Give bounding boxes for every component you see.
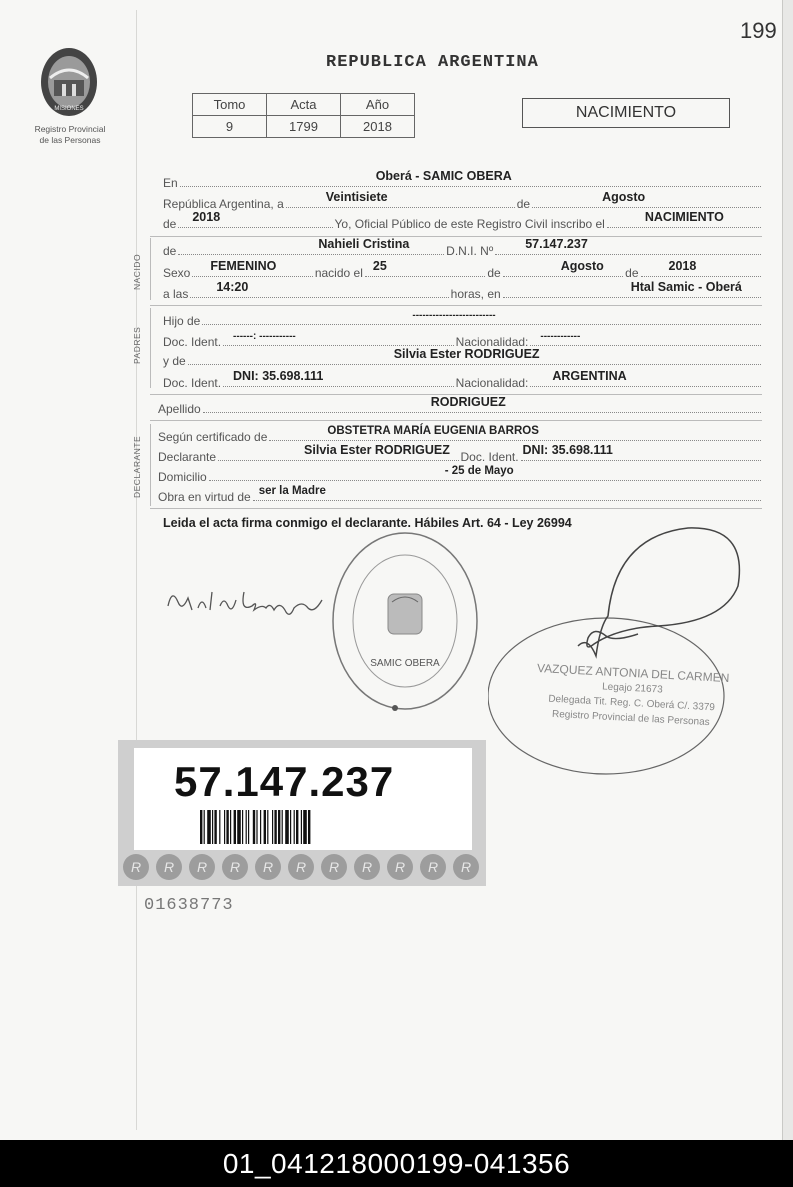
provincial-seal-icon	[36, 40, 102, 120]
margin-rule	[136, 10, 137, 1130]
row-time	[163, 280, 763, 301]
sticker-dni-number: 57.147.237	[174, 758, 395, 805]
row-en	[163, 169, 763, 190]
value-en: Oberá - SAMIC OBERA	[375, 169, 512, 183]
value-mother: Silvia Ester RODRIGUEZ	[393, 347, 540, 361]
official-stamp-registry: Registro Provincial de las Personas	[551, 708, 710, 729]
row-mother	[163, 347, 763, 368]
value-cert: OBSTETRA MARÍA EUGENIA BARROS	[327, 425, 539, 437]
barcode-bar	[200, 810, 202, 844]
label-de: de	[163, 244, 177, 258]
value-nac2: ARGENTINA	[552, 369, 627, 383]
row-domicilio	[158, 466, 763, 484]
section-divider	[150, 305, 762, 306]
record-reference-table	[192, 93, 415, 138]
label-obra: Obra en virtud de	[158, 490, 251, 504]
barcode-bar	[301, 810, 302, 844]
closing-statement: Leida el acta firma conmigo el declarante. Hábiles Art. 64 - Ley 26994	[163, 516, 572, 530]
row-name	[163, 237, 763, 258]
official-signature	[488, 516, 748, 776]
label-domicilio: Domicilio	[158, 470, 207, 484]
section-label-nacido: NACIDO	[132, 253, 142, 290]
value-birth-year: 2018	[668, 259, 697, 273]
value-doc1: ------: -----------	[233, 331, 296, 342]
label-de2: de	[487, 266, 501, 280]
logo-caption-line2: de las Personas	[39, 135, 101, 145]
barcode-bar	[212, 810, 213, 844]
value-day: Veintisiete	[325, 190, 388, 204]
value-sexo: FEMENINO	[210, 259, 277, 273]
official-stamp-legajo: Legajo 21673	[601, 681, 663, 696]
value-apellido: RODRIGUEZ	[430, 395, 506, 409]
label-en: En	[163, 176, 178, 190]
barcode-bar	[242, 810, 243, 844]
security-letter: R	[427, 859, 439, 875]
official-stamp-delegada: Delegada Tit. Reg. C. Oberá C/. 3379	[548, 693, 716, 714]
barcode-bar	[308, 810, 310, 844]
barcode-bar	[256, 810, 257, 844]
security-letter: R	[361, 859, 373, 875]
barcode-bar	[234, 810, 236, 844]
label-yde: y de	[163, 354, 186, 368]
security-letter: R	[163, 859, 175, 875]
barcode-bar	[296, 810, 298, 844]
label-doc1: Doc. Ident.	[163, 335, 222, 349]
section-divider	[150, 420, 762, 421]
label-de2: de	[163, 217, 177, 231]
value-obra: ser la Madre	[258, 485, 326, 497]
official-stamp-text	[511, 660, 754, 732]
barcode-bar	[294, 810, 295, 844]
barcode-bar	[285, 810, 289, 844]
value-name: Nahieli Cristina	[318, 237, 410, 251]
seal-inner-text: SAMIC OBERA	[370, 658, 440, 669]
barcode-bar	[290, 810, 291, 844]
section-label-padres: PADRES	[132, 326, 142, 364]
footer-file-code: 01_041218000199-041356	[222, 1148, 571, 1179]
barcode-bar	[224, 810, 225, 844]
label-cert: Según certificado de	[158, 430, 268, 444]
official-stamp-name: VAZQUEZ ANTONIA DEL CARMEN	[536, 661, 730, 686]
logo-text: MISIONES	[54, 106, 84, 112]
label-de3: de	[625, 266, 639, 280]
row-declarante	[158, 443, 763, 464]
table-value-acta: 1799	[267, 116, 341, 138]
security-letter: R	[229, 859, 241, 875]
label-sexo: Sexo	[163, 266, 191, 280]
value-decl-doc: DNI: 35.698.111	[522, 443, 613, 457]
label-oficial: Yo, Oficial Público de este Registro Civil inscribo el	[334, 217, 605, 231]
control-stamp-number: 01638773	[144, 896, 234, 915]
row-republica	[163, 190, 763, 211]
row-cert	[158, 426, 763, 444]
label-decl-doc: Doc. Ident.	[460, 450, 519, 464]
section-bar	[150, 308, 151, 388]
barcode-bar	[272, 810, 273, 844]
value-nac1: ------------	[540, 331, 581, 342]
barcode-bar	[260, 810, 261, 844]
label-horas: horas, en	[450, 287, 501, 301]
label-nac2: Nacionalidad:	[455, 376, 529, 390]
barcode-bar	[303, 810, 307, 844]
barcode-bar	[248, 810, 249, 844]
value-birth-month: Agosto	[560, 259, 604, 273]
table-value-ano: 2018	[341, 116, 415, 138]
barcode-bar	[214, 810, 216, 844]
label-declarante: Declarante	[158, 450, 217, 464]
registry-seal	[330, 526, 480, 716]
label-doc2: Doc. Ident.	[163, 376, 222, 390]
barcode-bar	[207, 810, 211, 844]
section-divider	[150, 236, 762, 237]
section-divider	[150, 508, 762, 509]
barcode-bar	[264, 810, 266, 844]
table-header-tomo: Tomo	[193, 94, 267, 116]
value-declarante: Silvia Ester RODRIGUEZ	[304, 443, 450, 457]
value-year: 2018	[192, 210, 221, 224]
barcode-bar	[204, 810, 205, 844]
barcode-bar	[230, 810, 231, 844]
section-bar	[150, 238, 151, 300]
section-bar	[150, 424, 151, 506]
row-obra	[158, 486, 763, 504]
table-header-acta: Acta	[267, 94, 341, 116]
declarant-signature	[162, 578, 342, 628]
value-inscribe: NACIMIENTO	[644, 210, 724, 224]
label-nacido: nacido el	[314, 266, 363, 280]
security-letter: R	[130, 859, 142, 875]
table-value-tomo: 9	[193, 116, 267, 138]
label-republica: República Argentina, a	[163, 197, 284, 211]
security-letter: R	[196, 859, 208, 875]
security-letter: R	[394, 859, 406, 875]
barcode-bar	[274, 810, 276, 844]
barcode-bar	[282, 810, 283, 844]
value-place: Htal Samic - Oberá	[630, 280, 742, 294]
label-nac1: Nacionalidad:	[455, 335, 529, 349]
label-alas: a las	[163, 287, 189, 301]
barcode-bar	[278, 810, 280, 844]
value-month: Agosto	[602, 190, 646, 204]
label-hijo: Hijo de	[163, 314, 201, 328]
value-time: 14:20	[216, 280, 249, 294]
label-apellido: Apellido	[158, 402, 201, 416]
row-apellido	[158, 395, 763, 416]
barcode-bar	[253, 810, 255, 844]
record-type-box: NACIMIENTO	[522, 98, 730, 128]
security-letter: R	[328, 859, 340, 875]
page-number: 199	[740, 18, 777, 43]
value-doc2: DNI: 35.698.111	[233, 369, 324, 383]
document-title: REPUBLICA ARGENTINA	[326, 53, 539, 72]
row-hijo	[163, 310, 763, 328]
barcode-icon	[200, 810, 400, 844]
barcode-bar	[237, 810, 241, 844]
value-birth-day: 25	[372, 259, 387, 273]
value-hijo: -------------------------	[412, 310, 496, 321]
section-label-declarante: DECLARANTE	[132, 435, 142, 498]
label-de: de	[516, 197, 531, 211]
page-edge	[782, 0, 793, 1140]
barcode-bar	[226, 810, 228, 844]
barcode-bar	[267, 810, 268, 844]
value-domicilio: - 25 de Mayo	[444, 465, 514, 477]
sticker-security-pattern	[122, 852, 482, 882]
value-dni: 57.147.237	[525, 237, 588, 251]
row-oficial	[163, 210, 763, 231]
barcode-bar	[246, 810, 247, 844]
barcode-bar	[219, 810, 220, 844]
row-sexo	[163, 259, 763, 280]
row-doc2	[163, 369, 763, 390]
security-letter: R	[262, 859, 274, 875]
security-letter: R	[295, 859, 307, 875]
security-letter: R	[460, 859, 472, 875]
table-header-ano: Año	[341, 94, 415, 116]
logo-caption-line1: Registro Provincial	[34, 124, 106, 134]
label-dni: D.N.I. Nº	[446, 244, 494, 258]
logo-caption	[20, 124, 120, 146]
